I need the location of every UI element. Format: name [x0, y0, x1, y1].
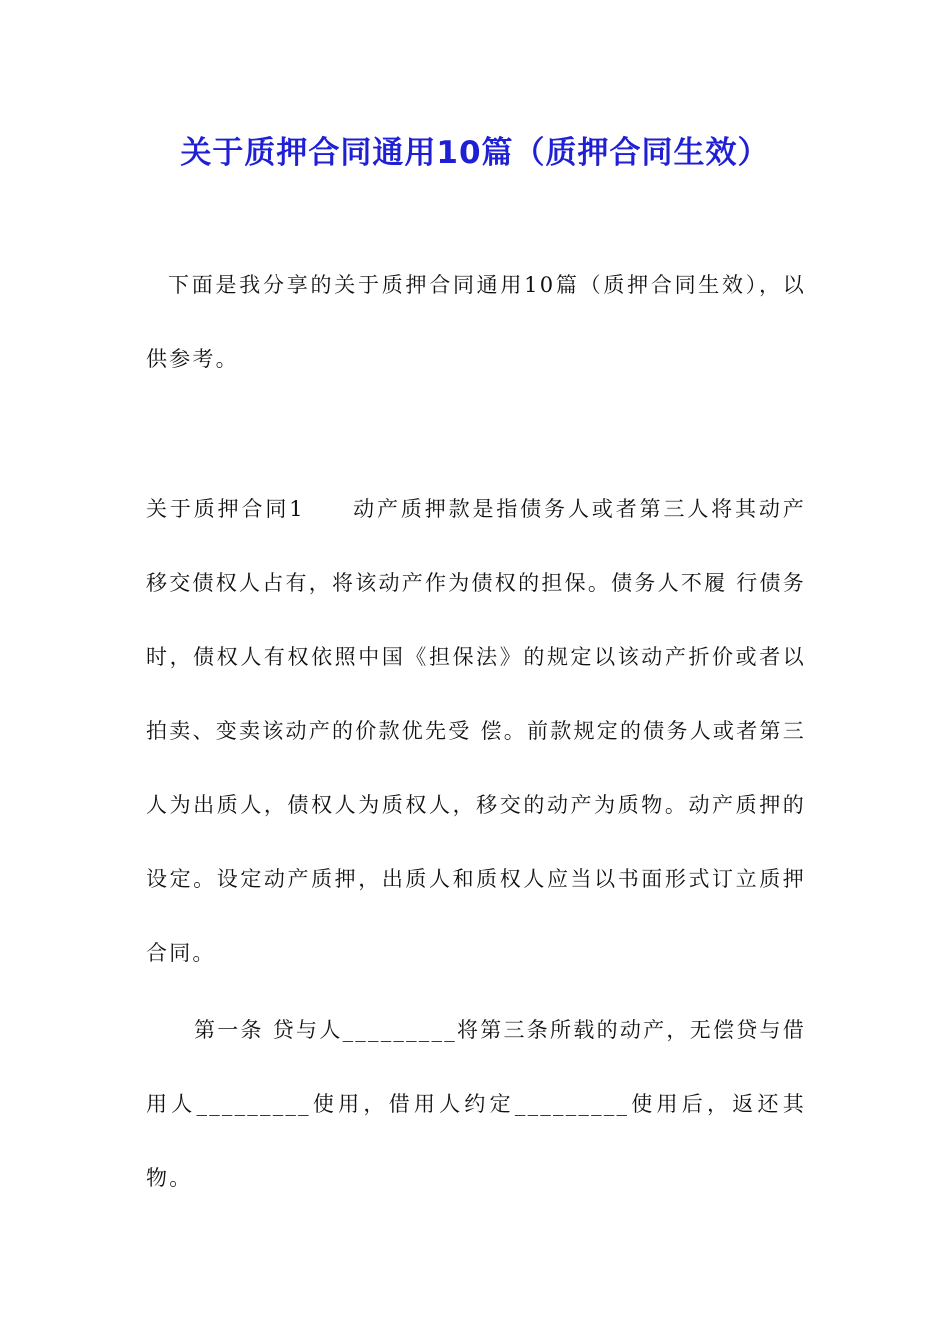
article-1-paragraph: 第一条 贷与人_________将第三条所载的动产，无偿贷与借用人_________使用，借用人约定_________使用后，返还其物。: [146, 1018, 806, 1190]
section-1-paragraph: 关于质押合同1 动产质押款是指债务人或者第三人将其动产移交债权人占有，将该动产作为债权的担保。债务人不履 行债务时，债权人有权依照中国《担保法》的规定以该动产折价或者以拍卖、变卖该动产的价款优先受 偿。前款规定的债务人或者第三人为出质人，债权人为质权人，移交的动产为质物。动产质押的设定。设定动产质押，出质人和质权人应当以书面形式订立质押合同。: [146, 497, 806, 965]
document-title: 关于质押合同通用10篇（质押合同生效）: [180, 135, 770, 171]
intro-paragraph: 下面是我分享的关于质押合同通用10篇（质押合同生效），以供参考。: [146, 273, 806, 371]
